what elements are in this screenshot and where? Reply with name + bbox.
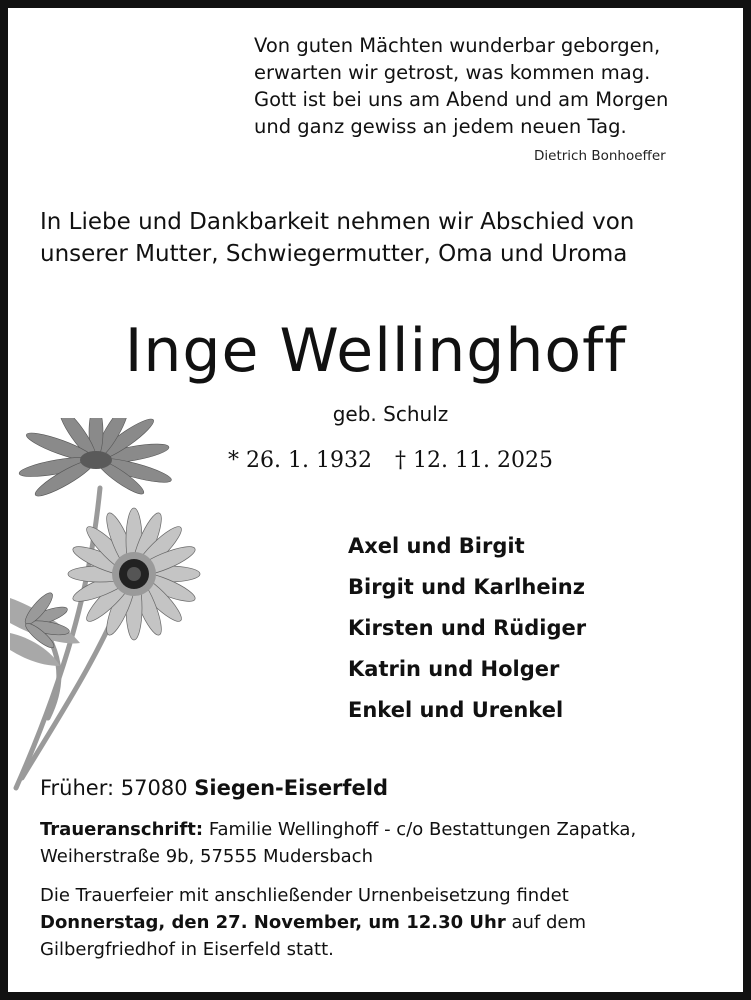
top-flower [18,418,173,501]
former-label: Früher: [40,776,115,800]
former-place: Siegen-Eiserfeld [194,776,389,800]
former-residence [40,776,388,800]
death-date: † 12. 11. 2025 [395,448,553,473]
service-line: Die Trauerfeier mit anschließender Urnenbeisetzung findet [40,885,569,906]
family-entry: Katrin und Holger [348,657,560,681]
service-date: Donnerstag, den 27. November, um 12.30 Uhr [40,912,506,933]
service-line: Gilbergfriedhof in Eiserfeld statt. [40,939,334,960]
birth-date: * 26. 1. 1932 [228,448,372,473]
intro-line: unserer Mutter, Schwiegermutter, Oma und Uroma [40,241,628,267]
gerbera-flowers-illustration [8,418,208,798]
family-entry: Axel und Birgit [348,534,525,558]
family-entry: Enkel und Urenkel [348,698,564,722]
family-list [348,526,586,731]
poem-line: Gott ist bei uns am Abend und am Morgen [254,88,669,111]
poem-quote [254,32,668,140]
poem-author: Dietrich Bonhoeffer [534,148,666,164]
poem-line: und ganz gewiss an jedem neuen Tag. [254,115,627,138]
address-line: Weiherstraße 9b, 57555 Mudersbach [40,846,373,867]
family-entry: Birgit und Karlheinz [348,575,585,599]
address-line: Familie Wellinghoff - c/o Bestattungen Zapatka, [208,819,637,840]
family-entry: Kirsten und Rüdiger [348,616,587,640]
poem-line: Von guten Mächten wunderbar geborgen, [254,34,661,57]
intro-line: In Liebe und Dankbarkeit nehmen wir Abschied von [40,209,635,235]
address-label: Traueranschrift: [40,819,204,840]
service-info [40,882,586,963]
former-zip: 57080 [120,776,188,800]
mourning-address [40,816,636,870]
deceased-name: Inge Wellinghoff [124,316,627,386]
main-flower [68,508,200,640]
service-line: auf dem [511,912,586,933]
intro-text [40,206,634,270]
birth-name: geb. Schulz [332,402,449,426]
poem-line: erwarten wir getrost, was kommen mag. [254,61,651,84]
